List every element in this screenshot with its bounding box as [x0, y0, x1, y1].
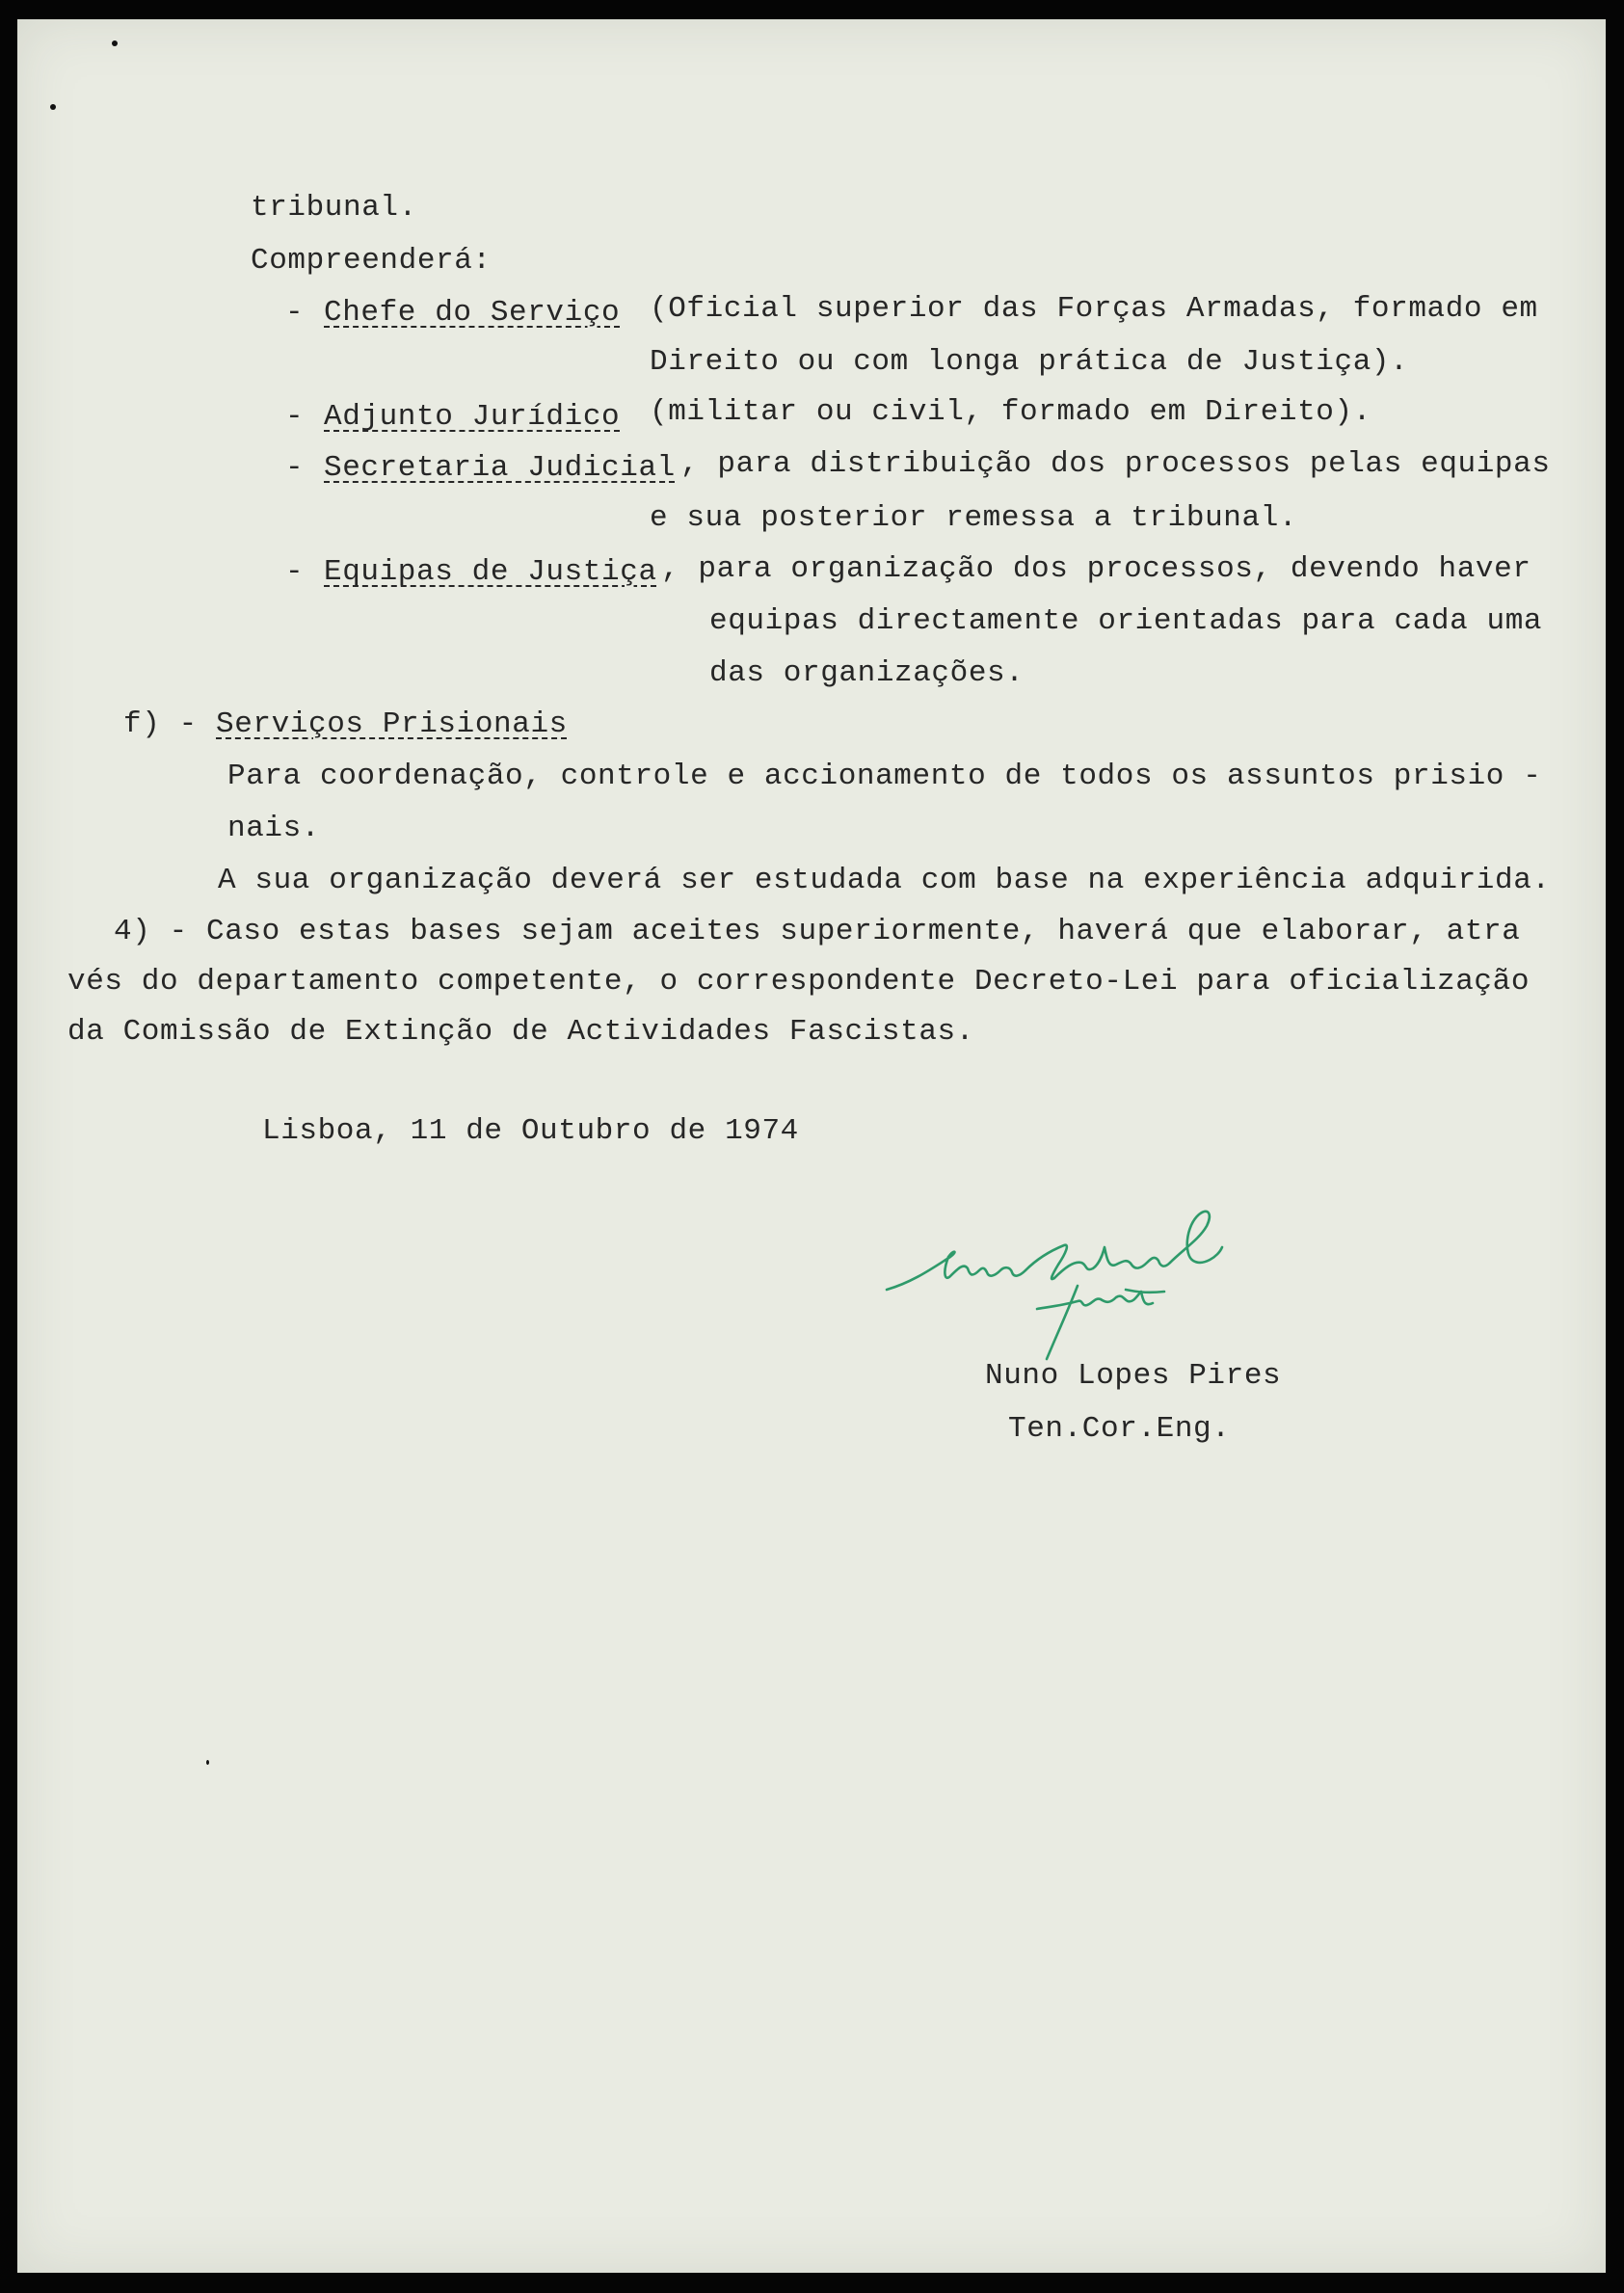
signatory-rank: Ten.Cor.Eng. — [1008, 1412, 1231, 1446]
ink-speck — [206, 1760, 209, 1765]
text-line: das organizações. — [709, 656, 1025, 690]
list-dash: - — [285, 400, 305, 434]
text-line: tribunal. — [251, 191, 417, 225]
list-item-text: , para organização dos processos, devendo haver — [661, 552, 1531, 586]
document-page — [17, 19, 1606, 2273]
ink-speck — [50, 104, 56, 110]
list-item-text: (Oficial superior das Forças Armadas, formado em — [650, 292, 1538, 326]
handwritten-signature — [875, 1186, 1318, 1378]
list-item-text: (militar ou civil, formado em Direito). — [650, 395, 1371, 429]
list-item-term: Adjunto Jurídico — [324, 400, 621, 434]
section-heading: Serviços Prisionais — [216, 707, 568, 741]
text-line: Compreenderá: — [251, 244, 492, 278]
list-dash: - — [285, 296, 305, 330]
list-dash: - — [285, 555, 305, 589]
list-dash: - — [285, 451, 305, 485]
ink-speck — [112, 40, 118, 46]
text-line: vés do departamento competente, o correspondente Decreto-Lei para oficialização — [67, 965, 1531, 999]
text-line: nais. — [227, 812, 321, 845]
text-line: equipas directamente orientadas para cada uma — [709, 604, 1543, 638]
list-item-term: Equipas de Justiça — [324, 555, 657, 589]
section-label: f) - — [123, 707, 198, 741]
list-item-term: Chefe do Serviço — [324, 296, 621, 330]
date-line: Lisboa, 11 de Outubro de 1974 — [262, 1114, 799, 1148]
text-line: Para coordenação, controle e accionamento de todos os assuntos prisio - — [227, 760, 1542, 793]
text-line: Direito ou com longa prática de Justiça). — [650, 345, 1409, 379]
text-line: 4) - Caso estas bases sejam aceites superiormente, haverá que elaborar, atra — [114, 915, 1521, 948]
list-item-term: Secretaria Judicial — [324, 451, 676, 485]
list-item-text: , para distribuição dos processos pelas equipas — [680, 447, 1551, 481]
text-line: e sua posterior remessa a tribunal. — [650, 501, 1298, 535]
text-line: da Comissão de Extinção de Actividades Fascistas. — [67, 1015, 974, 1049]
signatory-name: Nuno Lopes Pires — [985, 1359, 1282, 1393]
text-line: A sua organização deverá ser estudada com base na experiência adquirida. — [218, 864, 1551, 897]
